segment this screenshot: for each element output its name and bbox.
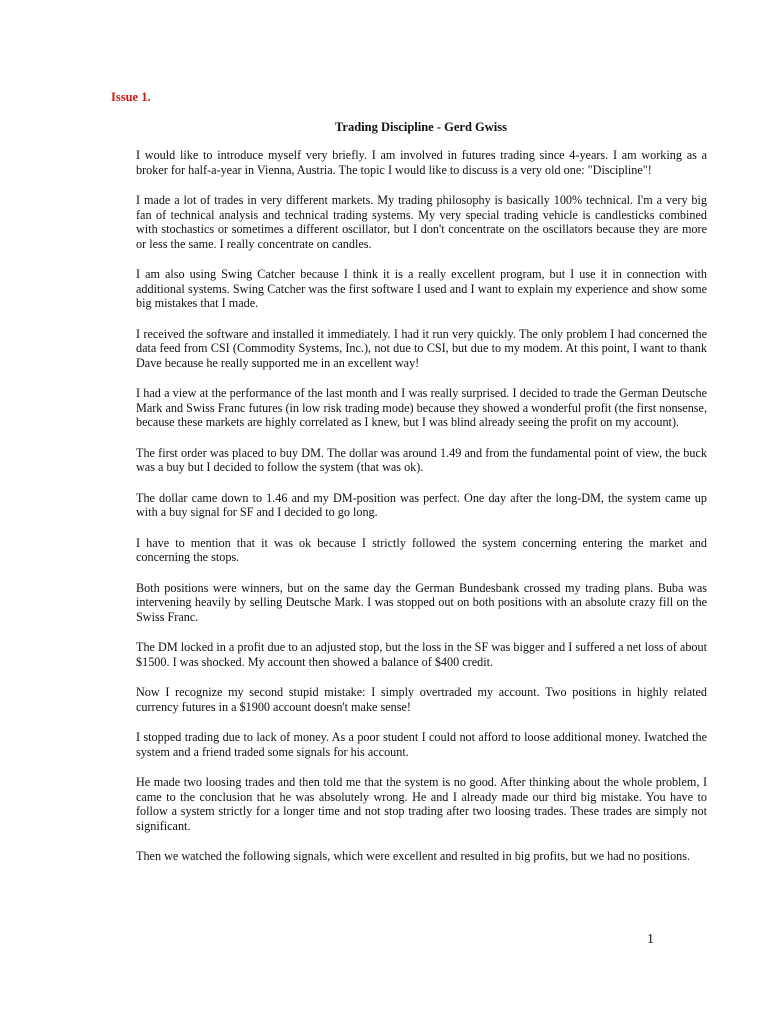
paragraph: He made two loosing trades and then told me that the system is no good. After thinking about the whole problem, I came to the conclusion that he was absolutely wrong. He and I already made our third big mistake. You have to follow a system strictly for a longer time and not stop trading after two loosing trades. These trades are simply not significant. [136,775,707,833]
paragraph: I stopped trading due to lack of money. As a poor student I could not afford to loose additional money. Iwatched the system and a friend traded some signals for his account. [136,730,707,759]
paragraph: I received the software and installed it immediately. I had it run very quickly. The only problem I had concerned the data feed from CSI (Commodity Systems, Inc.), not due to CSI, but due to my modem. At this point, I want to thank Dave because he really supported me in an excellent way! [136,326,707,370]
paragraph: I had a view at the performance of the last month and I was really surprised. I decided to trade the German Deutsche Mark and Swiss Franc futures (in low risk trading mode) because they showed a wonderful profit (the first nonsense, because these markets are highly correlated as I knew, but I was blind already seeing the profit on my account). [136,386,707,429]
article-title: Trading Discipline - Gerd Gwiss [334,120,507,134]
paragraph: I am also using Swing Catcher because I think it is a really excellent program, but I use it in connection with additional systems. Swing Catcher was the first software I used and I want to explain my experience and show some big mistakes that I made. [136,267,707,310]
paragraph: The first order was placed to buy DM. The dollar was around 1.49 and from the fundamental point of view, the buck was a buy but I decided to follow the system (that was ok). [136,445,707,474]
paragraph: I have to mention that it was ok because I strictly followed the system concerning entering the market and concerning the stops. [136,535,707,564]
article-body [136,148,707,880]
paragraph: Then we watched the following signals, which were excellent and resulted in big profits, but we had no positions. [136,849,691,863]
issue-label: Issue 1. [111,90,151,104]
paragraph: Now I recognize my second stupid mistake: I simply overtraded my account. Two positions in highly related currency futures in a $1900 account doesn't make sense! [136,685,707,714]
paragraph: The dollar came down to 1.46 and my DM-position was perfect. One day after the long-DM, the system came up with a buy signal for SF and I decided to go long. [136,490,707,519]
page-number: 1 [647,932,654,947]
paragraph: The DM locked in a profit due to an adjusted stop, but the loss in the SF was bigger and I suffered a net loss of about $1500. I was shocked. My account then showed a balance of $400 credit. [136,640,707,669]
paragraph: I would like to introduce myself very briefly. I am involved in futures trading since 4-years. I am working as a broker for half-a-year in Vienna, Austria. The topic I would like to discuss is a very old one: "Discipline"! [136,148,707,177]
paragraph: Both positions were winners, but on the same day the German Bundesbank crossed my trading plans. Buba was intervening heavily by selling Deutsche Mark. I was stopped out on both positions with an absolute crazy fill on the Swiss Franc. [136,580,707,624]
paragraph: I made a lot of trades in very different markets. My trading philosophy is basically 100% technical. I'm a very big fan of technical analysis and technical trading systems. My very special trading vehicle is candlesticks combined with stochastics or sometimes a different oscillator, but I don't concentrate on the oscillators because they are more or less the same. I really concentrate on candles. [136,193,707,251]
